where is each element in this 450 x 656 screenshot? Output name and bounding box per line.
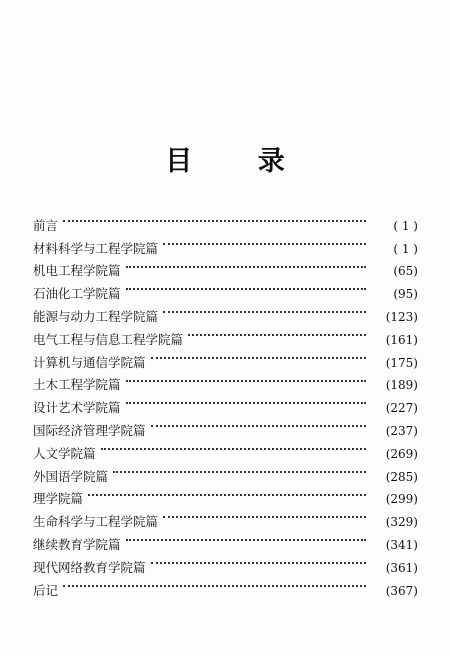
- toc-entry-page: (227): [385, 401, 418, 416]
- toc-entry-label: 后记: [33, 582, 59, 598]
- toc-entry-page: (189): [385, 378, 418, 393]
- toc-entry-label: 计算机与通信学院篇: [33, 354, 146, 370]
- toc-entry: [33, 503, 418, 530]
- toc-entry-label: 电气工程与信息工程学院篇: [33, 331, 184, 347]
- toc-entry: [33, 481, 418, 507]
- toc-entry-page: (95): [393, 287, 418, 302]
- toc-entry-label: 土木工程学院篇: [33, 377, 121, 393]
- dot-leader: [63, 207, 366, 230]
- toc-entry-label: 外国语学院篇: [33, 468, 109, 484]
- dot-leader: [126, 389, 366, 412]
- page-title: 目 录: [165, 146, 313, 177]
- dot-leader: [126, 253, 366, 276]
- toc-entry-label: 设计艺术学院篇: [33, 400, 121, 416]
- dot-leader: [126, 275, 366, 298]
- toc-entry-page: (341): [385, 537, 418, 552]
- dot-leader: [88, 481, 366, 504]
- dot-leader: [188, 321, 366, 344]
- dot-leader: [63, 572, 366, 595]
- toc-entry-page: (65): [393, 264, 418, 279]
- toc-entry-label: 石油化工学院篇: [33, 286, 121, 302]
- toc-entry-page: (285): [385, 469, 418, 484]
- dot-leader: [163, 230, 366, 253]
- dot-leader: [113, 458, 366, 481]
- dot-leader: [126, 367, 366, 390]
- toc-entry-label: 能源与动力工程学院篇: [33, 308, 159, 324]
- toc-entry-page: (161): [385, 332, 418, 347]
- dot-leader: [163, 503, 366, 526]
- toc-entry: [33, 230, 418, 256]
- toc-entry-page: (123): [385, 309, 418, 324]
- dot-leader: [151, 412, 366, 435]
- toc-entry-label: 机电工程学院篇: [33, 263, 121, 279]
- dot-leader: [151, 344, 366, 367]
- toc-entry-label: 继续教育学院篇: [33, 536, 121, 552]
- table-of-contents: [33, 207, 418, 598]
- toc-entry-page: (269): [385, 446, 418, 461]
- toc-entry: [33, 572, 418, 598]
- toc-entry-page: (299): [385, 492, 418, 507]
- dot-leader: [101, 435, 366, 458]
- toc-entry-page: (329): [385, 515, 418, 530]
- toc-entry-page: (361): [385, 560, 418, 575]
- toc-entry-label: 现代网络教育学院篇: [33, 559, 146, 575]
- toc-entry: [33, 207, 418, 233]
- toc-entry-page: ( 1 ): [393, 241, 418, 256]
- dot-leader: [151, 549, 366, 572]
- toc-entry-page: (175): [385, 355, 418, 370]
- toc-entry-page: (237): [385, 423, 418, 438]
- dot-leader: [163, 298, 366, 321]
- toc-entry-label: 材料科学与工程学院篇: [33, 240, 159, 256]
- toc-entry-label: 前言: [33, 217, 59, 233]
- dot-leader: [126, 526, 366, 549]
- toc-entry-page: (367): [385, 583, 418, 598]
- toc-entry-label: 人文学院篇: [33, 445, 96, 461]
- toc-entry-label: 生命科学与工程学院篇: [33, 514, 159, 530]
- toc-entry-label: 理学院篇: [33, 491, 84, 507]
- toc-entry-label: 国际经济管理学院篇: [33, 422, 146, 438]
- toc-entry-page: ( 1 ): [393, 218, 418, 233]
